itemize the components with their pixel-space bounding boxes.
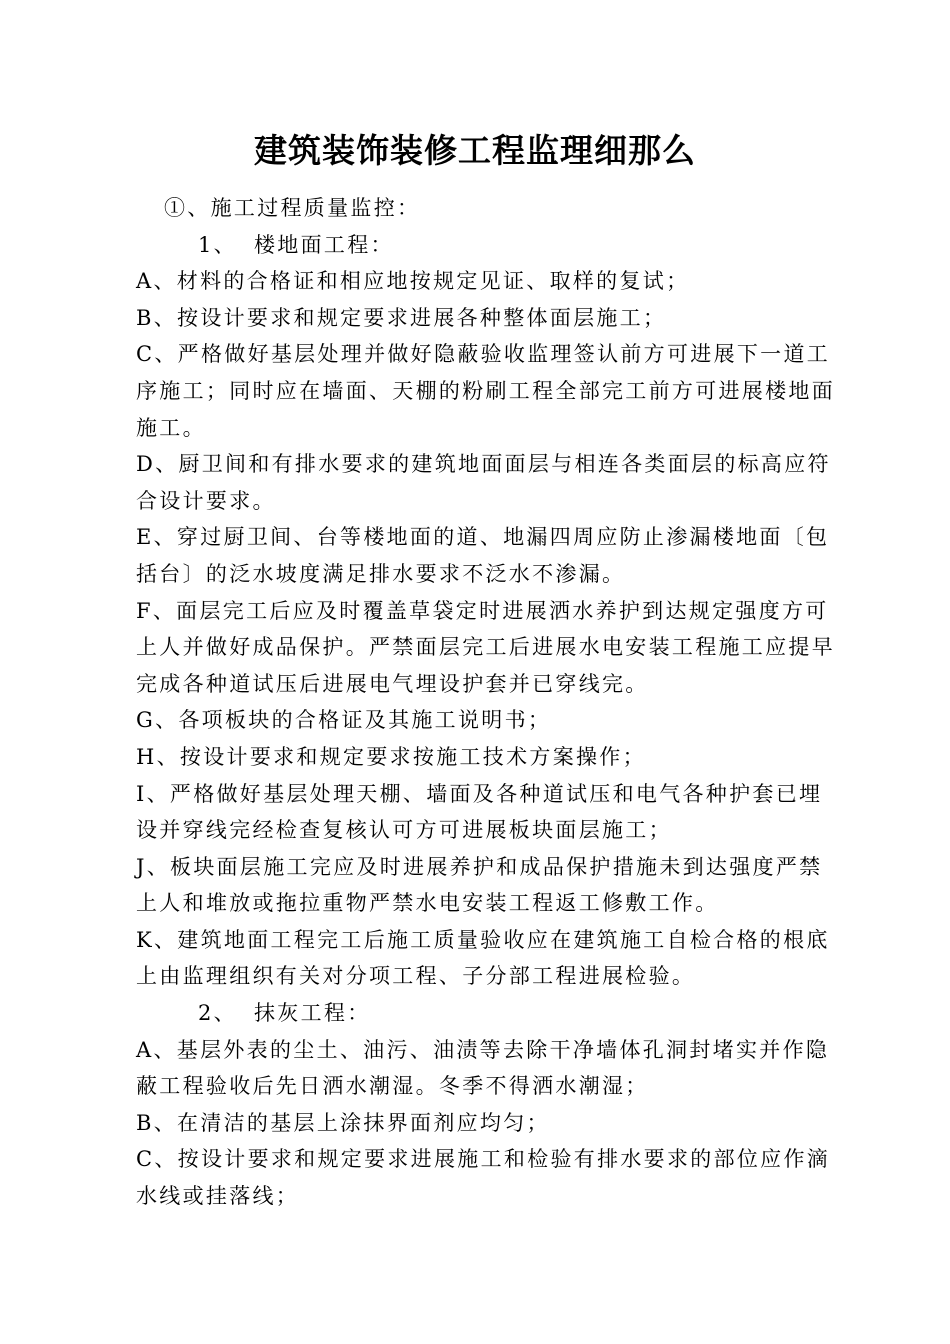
text-line: 蔽工程验收后先日洒水潮湿。冬季不得洒水潮湿； xyxy=(136,1074,649,1099)
text-line: 合设计要求。 xyxy=(136,488,276,513)
subsection-number: 1、 xyxy=(198,232,237,257)
text-line: 施工。 xyxy=(136,415,206,440)
subsection-title: 楼地面工程： xyxy=(254,232,394,257)
section-heading: ①、施工过程质量监控： xyxy=(164,196,421,220)
subsection-number: 2、 xyxy=(198,1001,237,1026)
text-line: I、严格做好基层处理天棚、墙面及各种道试压和电气各种护套已埋 xyxy=(136,781,823,806)
text-line: A、基层外表的尘土、油污、油渍等去除干净墙体孔洞封堵实并作隐 xyxy=(136,1037,830,1062)
text-line: 上由监理组织有关对分项工程、子分部工程进展检验。 xyxy=(136,964,696,989)
text-line: B、在清洁的基层上涂抹界面剂应均匀； xyxy=(136,1110,550,1135)
text-line: E、穿过厨卫间、台等楼地面的道、地漏四周应防止渗漏楼地面〔包 xyxy=(136,525,830,550)
text-line: A、材料的合格证和相应地按规定见证、取样的复试； xyxy=(136,269,690,294)
text-line: K、建筑地面工程完工后施工质量验收应在建筑施工自检合格的根底 xyxy=(136,927,830,952)
text-line: 序施工；同时应在墙面、天棚的粉刷工程全部完工前方可进展楼地面 xyxy=(136,378,835,403)
text-line: 括台〕的泛水坡度满足排水要求不泛水不渗漏。 xyxy=(136,561,626,586)
subsection-title: 抹灰工程： xyxy=(254,1001,371,1026)
text-line: B、按设计要求和规定要求进展各种整体面层施工； xyxy=(136,305,667,330)
text-line: C、按设计要求和规定要求进展施工和检验有排水要求的部位应作滴 xyxy=(136,1147,831,1172)
text-line: 设并穿线完经检查复核认可方可进展板块面层施工； xyxy=(136,818,672,843)
text-line: C、严格做好基层处理并做好隐蔽验收监理签认前方可进展下一道工 xyxy=(136,342,831,367)
document-title: 建筑装饰装修工程监理细那么 xyxy=(254,131,696,170)
text-line: 完成各种道试压后进展电气埋设护套并已穿线完。 xyxy=(136,671,649,696)
text-line: F、面层完工后应及时覆盖草袋定时进展洒水养护到达规定强度方可 xyxy=(136,598,829,623)
subsection-heading-1 xyxy=(136,227,862,264)
document-body xyxy=(136,190,862,1215)
text-line: G、各项板块的合格证及其施工说明书； xyxy=(136,708,552,733)
text-line: J、板块面层施工完应及时进展养护和成品保护措施未到达强度严禁 xyxy=(136,854,823,879)
text-line: 上人并做好成品保护。严禁面层完工后进展水电安装工程施工应提早 xyxy=(136,635,835,660)
text-line: H、按设计要求和规定要求按施工技术方案操作； xyxy=(136,744,646,769)
text-line: 水线或挂落线； xyxy=(136,1184,300,1209)
subsection-heading-2 xyxy=(136,995,862,1032)
text-line: D、厨卫间和有排水要求的建筑地面面层与相连各类面层的标高应符 xyxy=(136,452,831,477)
text-line: 上人和堆放或拖拉重物严禁水电安装工程返工修敷工作。 xyxy=(136,891,719,916)
